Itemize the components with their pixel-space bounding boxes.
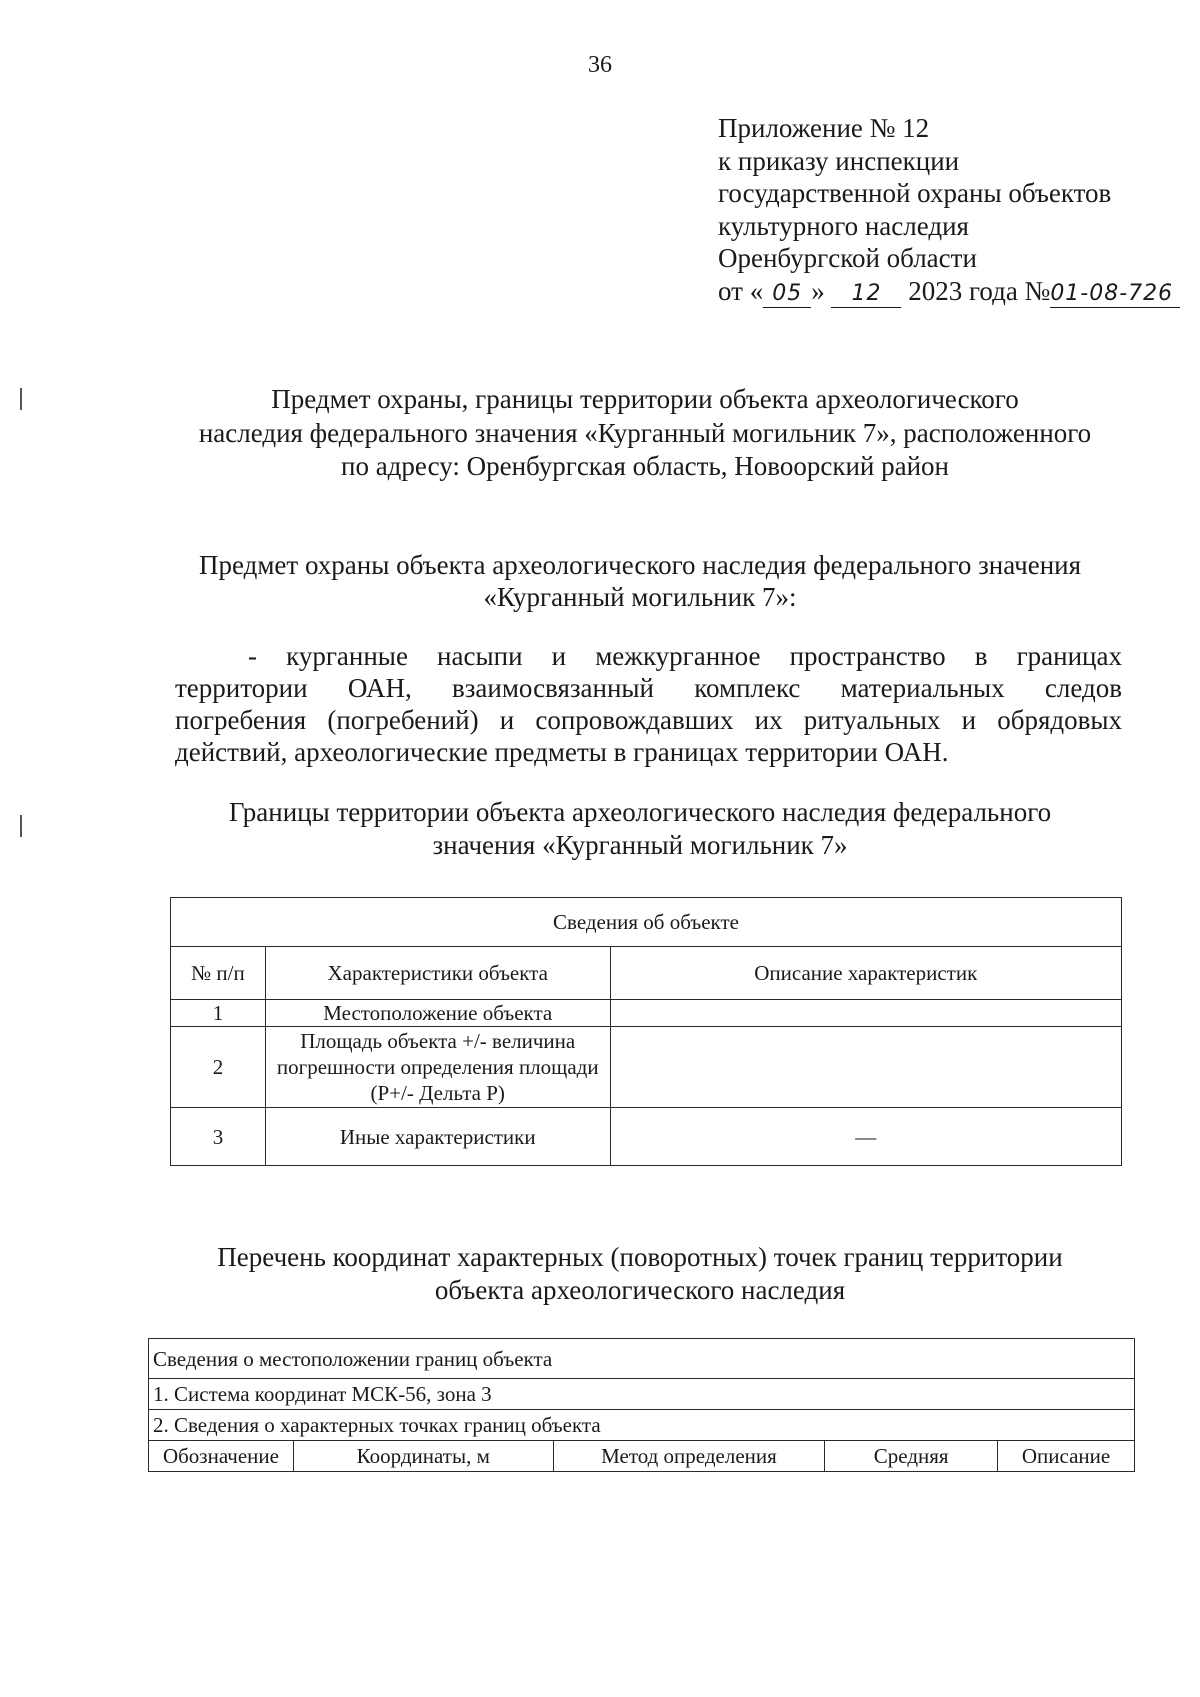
cell-char: Иные характеристики <box>265 1108 610 1166</box>
heading-line: Границы территории объекта археологического наследия федерального <box>228 797 1052 827</box>
cell-char: Местоположение объекта <box>265 1000 610 1027</box>
cell-num: 3 <box>171 1108 266 1166</box>
appendix-line: Приложение № 12 <box>718 113 930 143</box>
date-prefix: от « <box>718 275 764 306</box>
paragraph-line: погребения (погребений) и сопровождавших их ритуальных и обрядовых <box>175 705 1122 735</box>
date-sep: » <box>811 275 825 306</box>
appendix-date-line <box>718 275 1180 308</box>
table-row <box>171 1027 1122 1108</box>
protection-subject-heading <box>160 549 1120 613</box>
boundaries-heading <box>160 796 1120 862</box>
cell-num: 1 <box>171 1000 266 1027</box>
heading-line: объекта археологического наследия <box>434 1275 846 1305</box>
table-row <box>171 1000 1122 1027</box>
protection-subject-paragraph <box>175 640 1122 768</box>
cell-desc <box>610 1000 1121 1027</box>
column-header-designation: Обозначение <box>149 1441 294 1472</box>
binding-mark <box>20 815 22 837</box>
appendix-line: Оренбургской области <box>718 243 977 273</box>
location-info-row: Сведения о местоположении границ объекта <box>149 1339 1135 1379</box>
object-info-table <box>170 897 1122 1166</box>
order-number: 01-08-726 <box>1050 281 1180 308</box>
coordinates-table <box>148 1338 1135 1472</box>
column-header-coordinates: Координаты, м <box>293 1441 553 1472</box>
boundary-points-row: 2. Сведения о характерных точках границ объекта <box>149 1410 1135 1441</box>
column-header-average: Средняя <box>825 1441 998 1472</box>
heading-line: Перечень координат характерных (поворотных) точек границ территории <box>217 1242 1063 1272</box>
date-month: 12 <box>831 281 901 308</box>
title-line: наследия федерального значения «Курганный могильник 7», расположенного <box>198 417 1092 448</box>
column-header-desc: Описание характеристик <box>610 947 1121 1000</box>
heading-line: значения «Курганный могильник 7» <box>432 830 848 860</box>
heading-line: Предмет охраны объекта археологического наследия федерального значения <box>198 550 1082 580</box>
cell-char: Площадь объекта +/- величина погрешности определения площади (Р+/- Дельта Р) <box>265 1027 610 1108</box>
binding-mark <box>20 388 22 410</box>
date-day: 05 <box>763 281 811 308</box>
cell-desc <box>610 1027 1121 1108</box>
cell-desc: — <box>610 1108 1121 1166</box>
table-header: Сведения об объекте <box>171 898 1122 947</box>
document-title <box>170 383 1120 484</box>
column-header-char: Характеристики объекта <box>265 947 610 1000</box>
heading-line: «Курганный могильник 7»: <box>483 582 797 612</box>
appendix-line: культурного наследия <box>718 210 969 241</box>
column-header-method: Метод определения <box>553 1441 825 1472</box>
page-number: 36 <box>588 52 612 78</box>
coordinate-system-row: 1. Система координат МСК-56, зона 3 <box>149 1379 1135 1410</box>
table-row <box>171 1108 1122 1166</box>
appendix-line: государственной охраны объектов <box>718 178 1112 208</box>
title-line: Предмет охраны, границы территории объекта археологического <box>271 384 1019 414</box>
coordinates-heading <box>160 1241 1120 1307</box>
appendix-line: к приказу инспекции <box>718 145 960 176</box>
column-header-description: Описание <box>998 1441 1135 1472</box>
title-line: по адресу: Оренбургская область, Новоорский район <box>341 451 949 481</box>
paragraph-line: территории ОАН, взаимосвязанный комплекс материальных следов <box>175 673 1122 703</box>
paragraph-line: - курганные насыпи и межкурганное пространство в границах <box>248 641 1122 671</box>
appendix-block <box>718 112 1180 308</box>
cell-num: 2 <box>171 1027 266 1108</box>
date-year: 2023 года № <box>908 275 1051 306</box>
column-header-num: № п/п <box>171 947 266 1000</box>
paragraph-line: действий, археологические предметы в границах территории ОАН. <box>175 737 949 767</box>
